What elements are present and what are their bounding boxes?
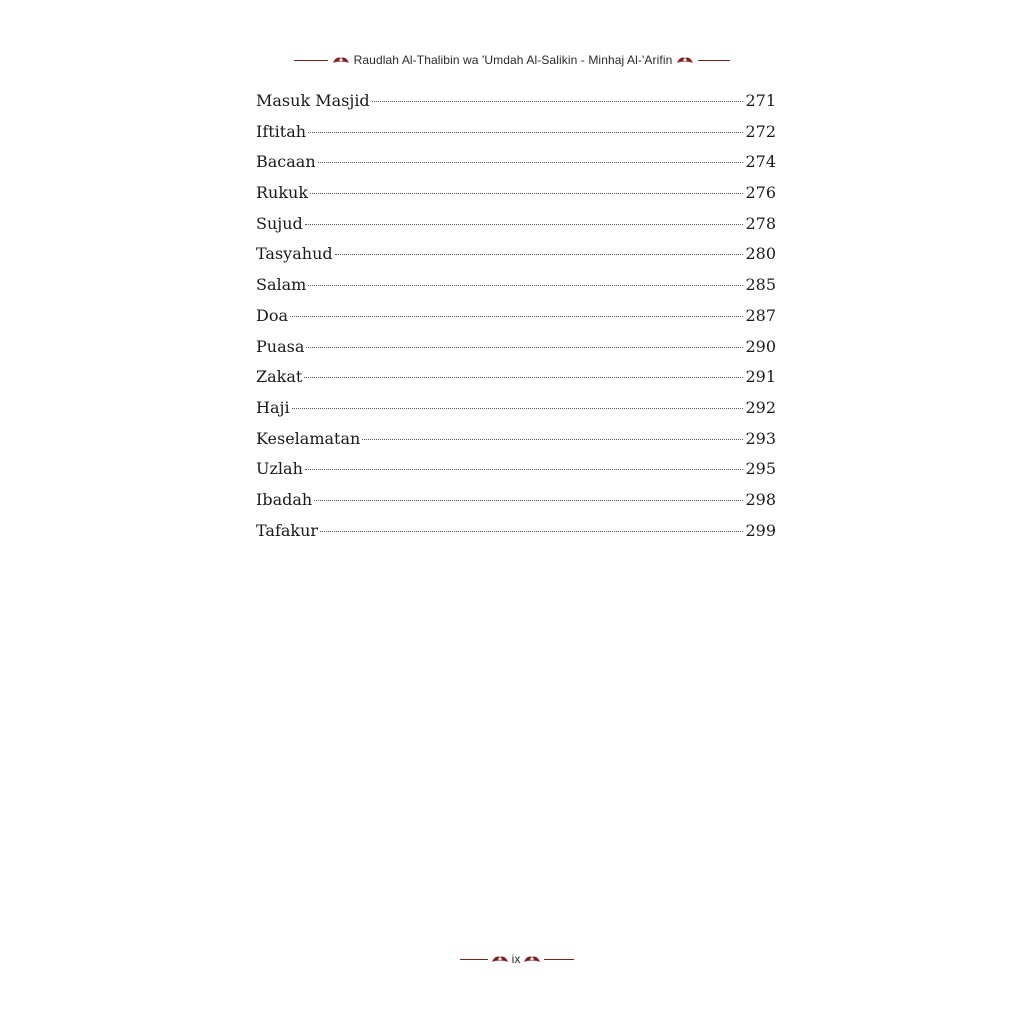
toc-entry-title: Masuk Masjid xyxy=(256,91,370,110)
toc-entry-title: Bacaan xyxy=(256,152,316,172)
toc-entry-page: 280 xyxy=(745,244,776,264)
toc-entry-page: 274 xyxy=(745,152,776,172)
toc-entry xyxy=(256,424,776,455)
scroll-ornament-icon xyxy=(676,54,694,66)
toc-entry-page: 285 xyxy=(745,275,776,295)
running-header xyxy=(300,50,724,70)
toc-entry xyxy=(256,270,776,301)
toc-entry-page: 276 xyxy=(745,183,776,203)
toc-entry xyxy=(256,332,776,363)
toc-entry-page: 290 xyxy=(745,336,776,356)
toc-entry-title: Haji xyxy=(256,397,290,417)
toc-entry-title: Tasyahud xyxy=(256,244,333,264)
dot-leader xyxy=(306,347,743,348)
toc-entry xyxy=(256,362,776,393)
dot-leader xyxy=(335,254,744,255)
toc-entry xyxy=(256,117,776,148)
toc-entry-title: Zakat xyxy=(256,367,303,387)
toc-entry-title: Uzlah xyxy=(256,459,303,479)
dot-leader xyxy=(308,285,743,286)
header-title: Raudlah Al-Thalibin wa 'Umdah Al-Salikin - Minhaj Al-'Arifin xyxy=(353,53,673,67)
dot-leader xyxy=(292,408,744,409)
footer-rule-left xyxy=(460,959,488,960)
toc-entry-title: Iftitah xyxy=(256,121,307,141)
toc-entry-page: 272 xyxy=(745,121,776,141)
dot-leader xyxy=(308,132,743,133)
dot-leader xyxy=(318,162,744,163)
dot-leader xyxy=(314,500,743,501)
toc-entry-title: Puasa xyxy=(256,336,305,356)
toc-entry xyxy=(256,86,776,117)
toc-entry-page: 295 xyxy=(745,459,776,479)
toc-entry-page: 293 xyxy=(745,428,776,448)
toc-entry-page: 291 xyxy=(745,367,776,387)
header-rule-left xyxy=(294,60,328,61)
header-rule-right xyxy=(698,60,730,61)
toc-entry xyxy=(256,454,776,485)
toc-entry-title: Salam xyxy=(256,275,307,295)
page-number-label: ix xyxy=(511,952,521,966)
toc-entry xyxy=(256,147,776,178)
toc-entry-page: 278 xyxy=(745,213,776,233)
toc-entry xyxy=(256,209,776,240)
toc-entry xyxy=(256,178,776,209)
toc-entry-page: 271 xyxy=(745,91,776,110)
footer-rule-right xyxy=(544,959,574,960)
toc-entry xyxy=(256,393,776,424)
toc-entry-title: Rukuk xyxy=(256,183,309,203)
dot-leader xyxy=(372,101,744,102)
page-footer xyxy=(460,950,574,968)
toc-entry-page: 292 xyxy=(745,397,776,417)
toc-entry-page: 299 xyxy=(745,520,776,540)
dot-leader xyxy=(305,224,744,225)
scroll-ornament-icon xyxy=(491,953,509,965)
toc-entry-page: 287 xyxy=(745,305,776,325)
table-of-contents xyxy=(256,86,776,546)
scroll-ornament-icon xyxy=(523,953,541,965)
toc-entry xyxy=(256,301,776,332)
toc-entry xyxy=(256,516,776,547)
toc-entry-title: Ibadah xyxy=(256,489,313,509)
toc-entry-title: Doa xyxy=(256,305,288,325)
scroll-ornament-icon xyxy=(332,54,350,66)
toc-entry xyxy=(256,485,776,516)
toc-entry-title: Keselamatan xyxy=(256,428,361,448)
toc-entry-page: 298 xyxy=(745,489,776,509)
dot-leader xyxy=(310,193,743,194)
toc-entry-title: Sujud xyxy=(256,213,303,233)
dot-leader xyxy=(305,469,744,470)
dot-leader xyxy=(290,316,743,317)
dot-leader xyxy=(320,531,743,532)
toc-entry-title: Tafakur xyxy=(256,520,319,540)
dot-leader xyxy=(304,377,743,378)
toc-entry xyxy=(256,239,776,270)
dot-leader xyxy=(362,439,743,440)
